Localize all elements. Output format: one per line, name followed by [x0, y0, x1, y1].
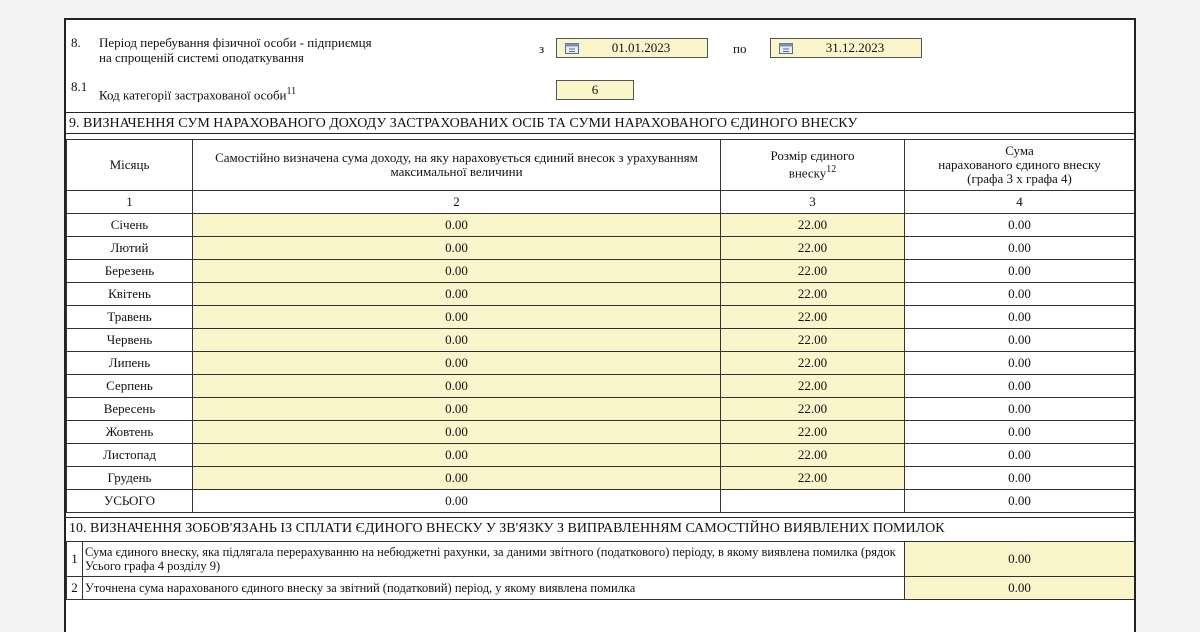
month-cell: Липень [67, 352, 193, 375]
month-cell: Червень [67, 329, 193, 352]
total-income: 0.00 [193, 490, 721, 513]
rate-input[interactable]: 22.00 [721, 329, 905, 352]
calendar-icon[interactable] [565, 42, 579, 54]
column-number: 3 [721, 191, 905, 214]
rate-input[interactable]: 22.00 [721, 237, 905, 260]
header-rate-line2-text: внеску [788, 165, 827, 181]
income-input[interactable]: 0.00 [193, 421, 721, 444]
rate-input[interactable]: 22.00 [721, 352, 905, 375]
calendar-icon[interactable] [779, 42, 793, 54]
to-date-field[interactable] [770, 38, 922, 58]
section-8-label-line1: Період перебування фізичної особи - підприємця [99, 35, 372, 50]
section-9-title: 9. ВИЗНАЧЕННЯ СУМ НАРАХОВАНОГО ДОХОДУ ЗАСТРАХОВАНИХ ОСІБ ТА СУМИ НАРАХОВАНОГО ЄДИНОГО ВНЕСКУ [66, 112, 1134, 134]
income-input[interactable]: 0.00 [193, 375, 721, 398]
rate-input[interactable]: 22.00 [721, 398, 905, 421]
form-page [64, 18, 1136, 632]
table-row [67, 306, 1135, 329]
column-number: 2 [193, 191, 721, 214]
total-sum: 0.00 [905, 490, 1135, 513]
column-number: 1 [67, 191, 193, 214]
section-10-row [67, 577, 1135, 600]
sum-cell: 0.00 [905, 214, 1135, 237]
table-row [67, 214, 1135, 237]
income-input[interactable]: 0.00 [193, 237, 721, 260]
table-row [67, 375, 1135, 398]
section-9-table [66, 139, 1135, 513]
column-numbers-row [67, 191, 1135, 214]
total-row [67, 490, 1135, 513]
category-code-footnote: 11 [286, 86, 297, 97]
income-input[interactable]: 0.00 [193, 283, 721, 306]
month-cell: Травень [67, 306, 193, 329]
sum-cell: 0.00 [905, 260, 1135, 283]
header-sum [905, 140, 1135, 191]
header-sum-line2: нарахованого єдиного внеску [938, 157, 1101, 172]
table-row [67, 444, 1135, 467]
month-cell: Січень [67, 214, 193, 237]
header-rate-line2 [721, 163, 904, 180]
rate-input[interactable]: 22.00 [721, 283, 905, 306]
header-sum-line1: Сума [1005, 143, 1034, 158]
section-10-row [67, 542, 1135, 577]
header-rate-line1: Розмір єдиного [770, 148, 855, 164]
income-input[interactable]: 0.00 [193, 306, 721, 329]
from-date-field[interactable] [556, 38, 708, 58]
section-10-title: 10. ВИЗНАЧЕННЯ ЗОБОВ'ЯЗАНЬ ІЗ СПЛАТИ ЄДИНОГО ВНЕСКУ У ЗВ'ЯЗКУ З ВИПРАВЛЕННЯМ САМОСТІЙНО ВИЯВЛЕНИХ ПОМИЛОК [66, 517, 1134, 539]
month-cell: Квітень [67, 283, 193, 306]
section-8-1-number: 8.1 [71, 79, 88, 94]
section-8-1-label [99, 84, 296, 102]
row-description: Уточнена сума нарахованого єдиного внеску за звітний (податковий) період, у якому виявлена помилка [83, 577, 905, 600]
table-row [67, 260, 1135, 283]
header-income: Самостійно визначена сума доходу, на яку нараховується єдиний внесок з урахуванням максимальної величини [193, 140, 721, 191]
income-input[interactable]: 0.00 [193, 260, 721, 283]
header-rate-footnote: 12 [826, 164, 837, 176]
sum-cell: 0.00 [905, 398, 1135, 421]
category-code-field[interactable]: 6 [556, 80, 634, 100]
income-input[interactable]: 0.00 [193, 214, 721, 237]
header-rate [721, 140, 905, 191]
rate-input[interactable]: 22.00 [721, 421, 905, 444]
sum-cell: 0.00 [905, 421, 1135, 444]
month-cell: Серпень [67, 375, 193, 398]
table-row [67, 329, 1135, 352]
section-8 [66, 20, 1134, 112]
row-number: 2 [67, 577, 83, 600]
month-cell: Грудень [67, 467, 193, 490]
income-input[interactable]: 0.00 [193, 444, 721, 467]
month-cell: Жовтень [67, 421, 193, 444]
rate-input[interactable]: 22.00 [721, 467, 905, 490]
table-header-row [67, 140, 1135, 191]
sum-cell: 0.00 [905, 237, 1135, 260]
table-row [67, 467, 1135, 490]
section-8-label-line2: на спрощеній системі оподаткування [99, 50, 304, 65]
header-month: Місяць [67, 140, 193, 191]
row-number: 1 [67, 542, 83, 577]
income-input[interactable]: 0.00 [193, 352, 721, 375]
month-cell: Березень [67, 260, 193, 283]
rate-input[interactable]: 22.00 [721, 306, 905, 329]
sum-cell: 0.00 [905, 352, 1135, 375]
to-date-value: 31.12.2023 [825, 40, 885, 55]
sum-cell: 0.00 [905, 329, 1135, 352]
sum-cell: 0.00 [905, 467, 1135, 490]
category-code-label: Код категорії застрахованої особи [99, 87, 287, 103]
from-date-value: 01.01.2023 [611, 40, 671, 55]
sum-cell: 0.00 [905, 306, 1135, 329]
from-label: з [539, 41, 545, 56]
table-row [67, 352, 1135, 375]
rate-input[interactable]: 22.00 [721, 375, 905, 398]
row-description: Сума єдиного внеску, яка підлягала перерахуванню на небюджетні рахунки, за даними звітного (податкового) періоду, в якому виявлена помилка (рядок Усього графа 4 розділу 9) [83, 542, 905, 577]
section-10-value-input[interactable]: 0.00 [905, 577, 1135, 600]
total-rate [721, 490, 905, 513]
rate-input[interactable]: 22.00 [721, 214, 905, 237]
section-10-value-input[interactable]: 0.00 [905, 542, 1135, 577]
table-row [67, 398, 1135, 421]
month-cell: Вересень [67, 398, 193, 421]
header-sum-line3: (графа 3 х графа 4) [967, 171, 1072, 186]
rate-input[interactable]: 22.00 [721, 444, 905, 467]
table-row [67, 283, 1135, 306]
sum-cell: 0.00 [905, 375, 1135, 398]
sum-cell: 0.00 [905, 283, 1135, 306]
section-10-table [66, 541, 1135, 600]
sum-cell: 0.00 [905, 444, 1135, 467]
income-input[interactable]: 0.00 [193, 398, 721, 421]
to-label: по [733, 41, 747, 56]
month-cell: Лютий [67, 237, 193, 260]
rate-input[interactable]: 22.00 [721, 260, 905, 283]
month-cell: Листопад [67, 444, 193, 467]
income-input[interactable]: 0.00 [193, 329, 721, 352]
column-number: 4 [905, 191, 1135, 214]
table-row [67, 421, 1135, 444]
income-input[interactable]: 0.00 [193, 467, 721, 490]
section-8-label [99, 35, 372, 65]
table-row [67, 237, 1135, 260]
section-8-number: 8. [71, 35, 81, 50]
total-label: УСЬОГО [67, 490, 193, 513]
